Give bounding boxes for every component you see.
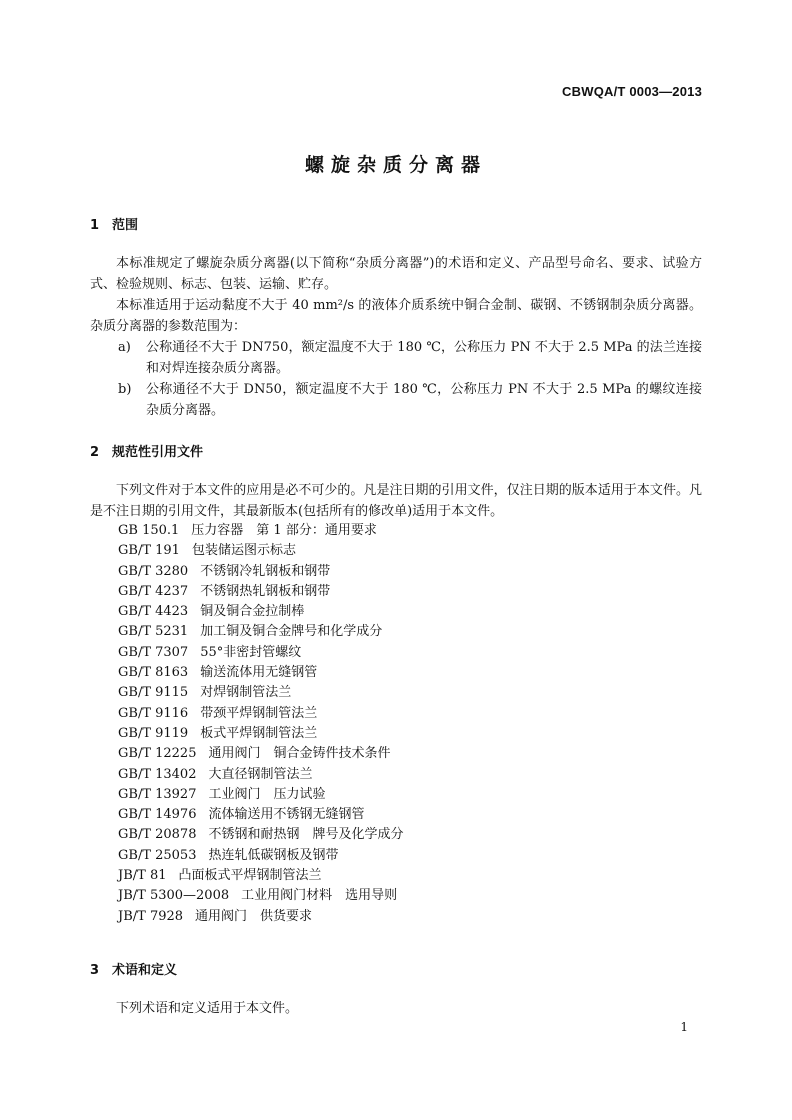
reference-title: 包装储运图示标志 [191,543,296,559]
reference-code: GB/T 4423 [118,604,189,620]
section-1-heading [90,214,138,233]
reference-code: GB/T 20878 [118,827,197,843]
section-title: 范围 [112,218,139,233]
scope-paragraph-1: 本标准规定了螺旋杂质分离器(以下简称“杂质分离器”)的术语和定义、产品型号命名、要求、试验方式、检验规则、标志、包装、运输、贮存。 [90,256,702,292]
reference-code: GB/T 25053 [118,847,197,863]
section-title: 规范性引用文件 [112,445,204,460]
reference-title: 不锈钢热轧钢板和钢带 [200,583,331,599]
section-number: 1 [90,218,100,233]
reference-title: 工业阀门 压力试验 [208,786,326,802]
section-3-heading [90,959,177,978]
references-intro: 下列文件对于本文件的应用是必不可少的。凡是注日期的引用文件，仅注日期的版本适用于本文件。凡是不注日期的引用文件，其最新版本(包括所有的修改单)适用于本文件。 [90,483,702,519]
reference-item [118,541,404,561]
reference-item [118,825,404,845]
terms-paragraph: 下列术语和定义适用于本文件。 [116,1001,299,1016]
reference-code: GB/T 12225 [118,746,197,762]
reference-item [118,724,404,744]
reference-item [118,744,404,764]
section-2-heading [90,441,203,460]
reference-title: 通用阀门 铜合金铸件技术条件 [208,746,391,762]
reference-item [118,846,404,866]
reference-title: 55°非密封管螺纹 [200,644,302,660]
reference-code: GB/T 14976 [118,807,197,823]
list-item-text: 公称通径不大于 DN50，额定温度不大于 180 ℃，公称压力 PN 不大于 2.5 MPa 的螺纹连接杂质分离器。 [146,382,702,418]
reference-code: GB/T 7307 [118,644,189,660]
reference-code: GB/T 9119 [118,725,189,741]
reference-code: GB/T 13927 [118,786,197,802]
reference-title: 热连轧低碳钢板及钢带 [208,847,339,863]
reference-title: 不锈钢和耐热钢 牌号及化学成分 [208,827,404,843]
scope-item-b [118,379,702,421]
section-number: 3 [90,963,100,978]
reference-item [118,907,404,927]
reference-item [118,521,404,541]
reference-code: GB/T 191 [118,543,180,559]
reference-item [118,866,404,886]
reference-code: GB/T 9116 [118,705,189,721]
standard-number: CBWQA/T 0003—2013 [562,84,702,99]
reference-code: GB/T 13402 [118,766,197,782]
reference-code: JB/T 81 [118,868,167,884]
reference-title: 凸面板式平焊钢制管法兰 [178,868,322,884]
list-marker: a) [118,340,131,355]
reference-item [118,805,404,825]
reference-title: 铜及铜合金拉制棒 [200,604,305,620]
reference-item [118,886,404,906]
reference-title: 通用阀门 供货要求 [195,908,313,924]
section-number: 2 [90,445,100,460]
reference-code: GB/T 9115 [118,685,189,701]
reference-code: JB/T 5300—2008 [118,888,230,904]
reference-title: 大直径钢制管法兰 [208,766,313,782]
reference-code: GB 150.1 [118,523,180,538]
reference-code: GB/T 5231 [118,624,189,640]
reference-code: GB/T 3280 [118,563,189,579]
reference-code: GB/T 8163 [118,665,189,681]
reference-title: 工业用阀门材料 选用导则 [241,888,398,904]
reference-title: 流体输送用不锈钢无缝钢管 [208,807,365,823]
section-title: 术语和定义 [112,963,178,978]
scope-paragraph-2: 本标准适用于运动黏度不大于 40 mm²/s 的液体介质系统中铜合金制、碳钢、不锈钢制杂质分离器。杂质分离器的参数范围为： [90,298,702,334]
document-title: 螺旋杂质分离器 [304,154,487,176]
list-marker: b) [118,382,132,397]
reference-item [118,643,404,663]
reference-item [118,622,404,642]
reference-item [118,785,404,805]
reference-item [118,562,404,582]
reference-item [118,663,404,683]
reference-title: 带颈平焊钢制管法兰 [200,705,318,721]
scope-item-a [118,337,702,379]
reference-title: 对焊钢制管法兰 [200,685,292,701]
reference-title: 压力容器 第 1 部分：通用要求 [191,523,377,538]
reference-item [118,765,404,785]
reference-item [118,602,404,622]
reference-item [118,704,404,724]
reference-code: GB/T 4237 [118,583,189,599]
reference-code: JB/T 7928 [118,908,184,924]
reference-title: 加工铜及铜合金牌号和化学成分 [200,624,383,640]
reference-item [118,582,404,602]
page-number: 1 [680,1020,688,1034]
reference-title: 不锈钢冷轧钢板和钢带 [200,563,331,579]
reference-list [118,521,404,927]
reference-title: 板式平焊钢制管法兰 [200,725,318,741]
reference-title: 输送流体用无缝钢管 [200,665,318,681]
reference-item [118,683,404,703]
list-item-text: 公称通径不大于 DN750，额定温度不大于 180 ℃，公称压力 PN 不大于 2.5 MPa 的法兰连接和对焊连接杂质分离器。 [146,340,702,376]
